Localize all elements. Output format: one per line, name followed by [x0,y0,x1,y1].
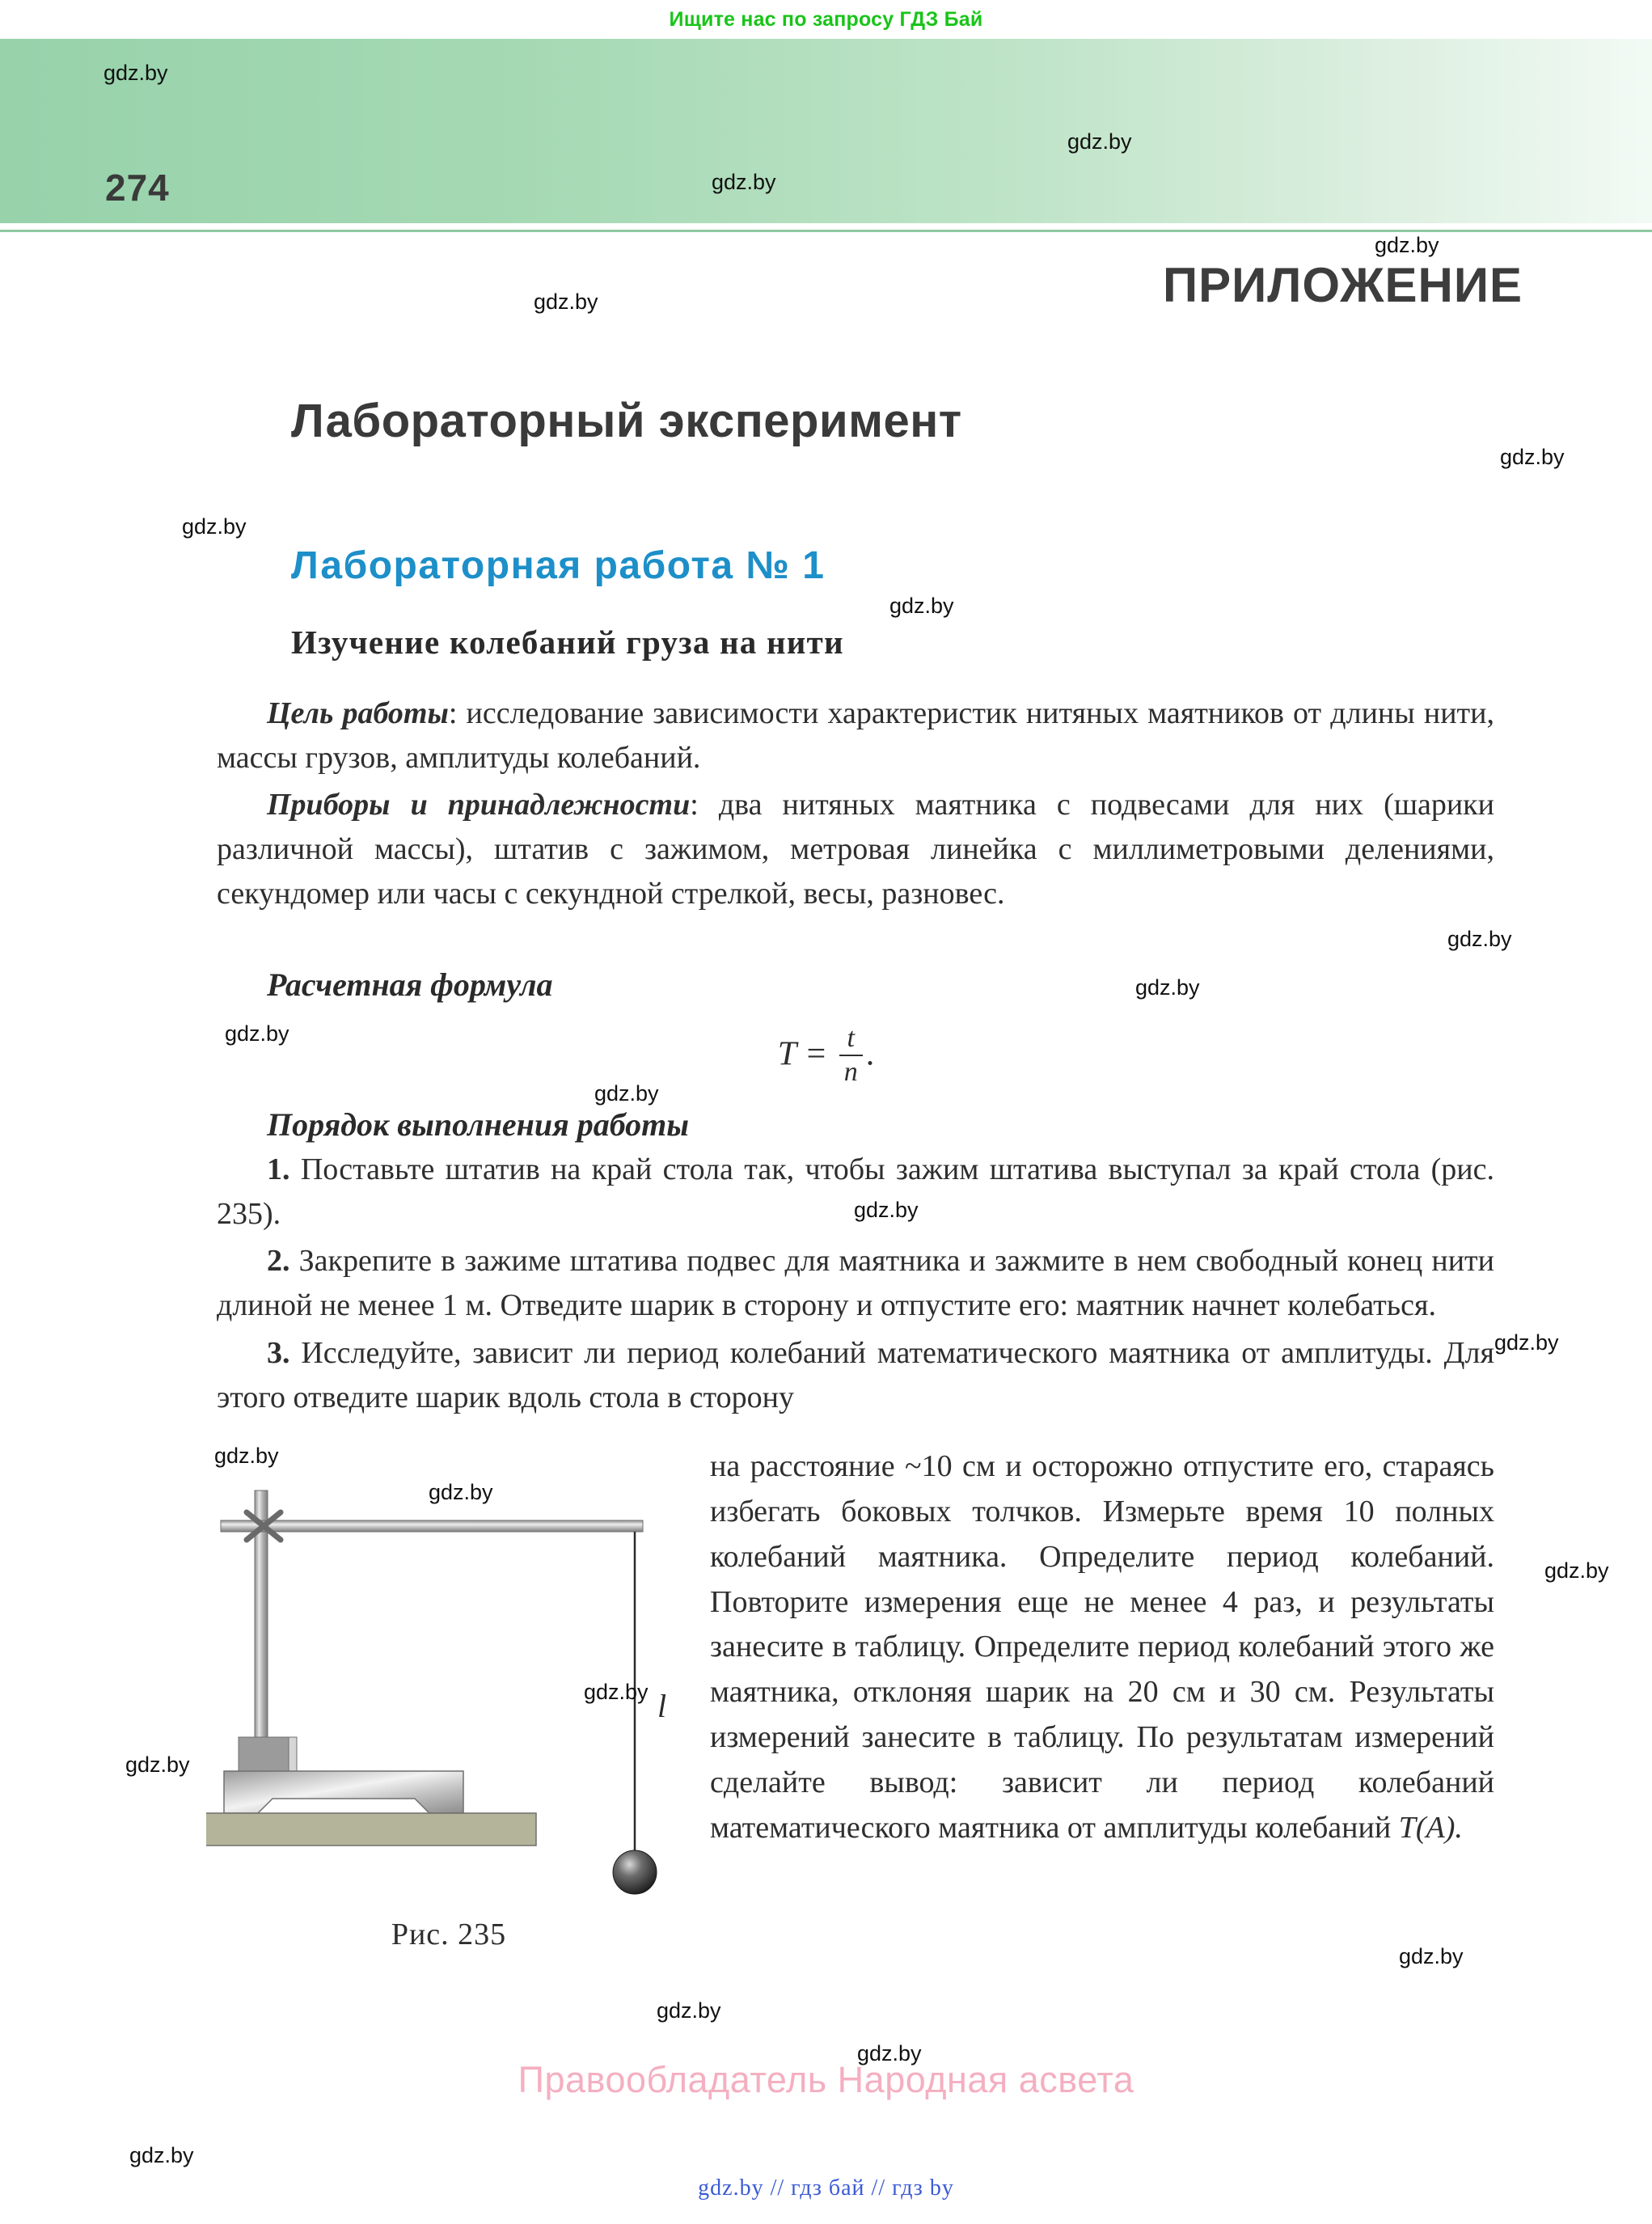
stand-horizontal-arm [221,1520,643,1532]
watermark-gdz: gdz.by [1067,129,1132,154]
watermark-gdz: gdz.by [1544,1558,1609,1583]
stand-collar [239,1737,289,1771]
copyright-owner: Правообладатель Народная асвета [518,2059,1134,2100]
length-label-l: l [657,1688,667,1724]
formula-lhs: T [777,1035,796,1073]
right-column-italic-tail: T(A). [1398,1810,1463,1845]
goal-label: Цель работы [267,696,449,730]
watermark-gdz: gdz.by [429,1480,493,1504]
footer-links: gdz.by // гдз бай // гдз by [698,2175,954,2201]
watermark-gdz: gdz.by [534,290,598,314]
watermark-gdz: gdz.by [594,1081,659,1106]
right-column-text [710,1444,1494,1851]
formula-fraction-bar [839,1055,863,1056]
watermark-gdz: gdz.by [182,514,247,539]
watermark-gdz: gdz.by [657,1998,721,2023]
pendulum-ball [613,1850,657,1894]
formula-period: . [865,1035,875,1073]
watermark-gdz: gdz.by [584,1680,649,1704]
calculation-formula-heading: Расчетная формула [267,966,553,1003]
step-number: 1. [267,1152,290,1186]
step-text: Поставьте штатив на край стола так, чтобы зажим штатива выступал за край стола (рис. 235). [217,1152,1495,1231]
right-column-paragraph [710,1444,1494,1851]
equipment-text: : два нитяных маятника с подвесами для них (шарики различной массы), штатив с зажимом, метровая линейка с миллиметровыми делениями, секундомер или часы с секундной стрелкой, весы, разновес. [217,788,1494,911]
formula-denominator: n [843,1056,858,1087]
appendix-title: ПРИЛОЖЕНИЕ [1163,258,1523,312]
promo-banner: Ищите нас по запросу ГДЗ Бай [669,7,983,31]
goal-text: : исследование зависимости характеристик нитяных маятников от длины нити, массы грузов, амплитуды колебаний. [217,696,1494,775]
watermark-gdz: gdz.by [104,61,168,85]
watermark-gdz: gdz.by [854,1198,919,1222]
step-number: 2. [267,1244,290,1279]
goal-paragraph [217,691,1494,780]
formula-fraction [839,1024,863,1086]
formula-equals: = [804,1035,828,1073]
table-surface [206,1813,536,1846]
lab-work-subject-title: Изучение колебаний груза на нити [291,624,844,661]
watermark-gdz: gdz.by [1375,233,1439,257]
step-item [217,1331,1494,1419]
watermark-gdz: gdz.by [1494,1330,1559,1355]
figure-caption: Рис. 235 [391,1917,507,1951]
watermark-gdz: gdz.by [712,170,776,194]
page-number: 274 [105,167,170,209]
steps-list [217,1148,1494,1423]
watermark-gdz: gdz.by [1500,445,1565,469]
watermark-gdz: gdz.by [1399,1944,1464,1968]
step-text: Закрепите в зажиме штатива подвес для маятника и зажмите в нем свободный конец нити длиной не менее 1 м. Отведите шарик в сторону и отпустите его: маятник начнет колебаться. [217,1244,1494,1323]
right-column-body: на расстояние ~10 см и осторожно отпустите его, стараясь избегать боковых толчков. Измерьте время 10 полных колебаний маятника. Определите период колебаний. Повторите измерения еще не менее 4 раз, и результаты занесите в таблицу. Определите период колебаний этого же маятника, отклоняя шарик на 20 см и 30 см. Результаты измерений занесите в таблицу. По результатам измерений сделайте вывод: зависит ли период колебаний математического маятника от амплитуды колебаний [710,1449,1494,1845]
step-number: 3. [267,1335,290,1370]
watermark-gdz: gdz.by [1447,927,1512,951]
step-text: Исследуйте, зависит ли период колебаний математического маятника от амплитуды. Для этого отведите шарик вдоль стола в сторону [217,1335,1494,1414]
watermark-gdz: gdz.by [889,594,954,618]
watermark-gdz: gdz.by [125,1753,190,1777]
equipment-paragraph [217,783,1494,915]
section-title: Лабораторный эксперимент [291,395,962,447]
equipment-label: Приборы и принадлежности [267,788,691,822]
step-item [217,1239,1494,1327]
watermark-gdz: gdz.by [214,1444,279,1468]
watermark-gdz: gdz.by [129,2143,194,2167]
watermark-gdz: gdz.by [1135,975,1200,1000]
header-divider-rule [0,230,1652,232]
formula-numerator: t [847,1023,855,1053]
order-of-work-heading: Порядок выполнения работы [267,1106,690,1143]
lab-work-number-title: Лабораторная работа № 1 [291,544,826,587]
stand-collar-highlight [289,1737,297,1771]
watermark-gdz: gdz.by [225,1021,289,1046]
page-header-band [0,39,1652,223]
step-item [217,1148,1494,1236]
intro-body [217,691,1494,920]
watermark-gdz: gdz.by [857,2041,922,2065]
stand-base [224,1771,463,1813]
